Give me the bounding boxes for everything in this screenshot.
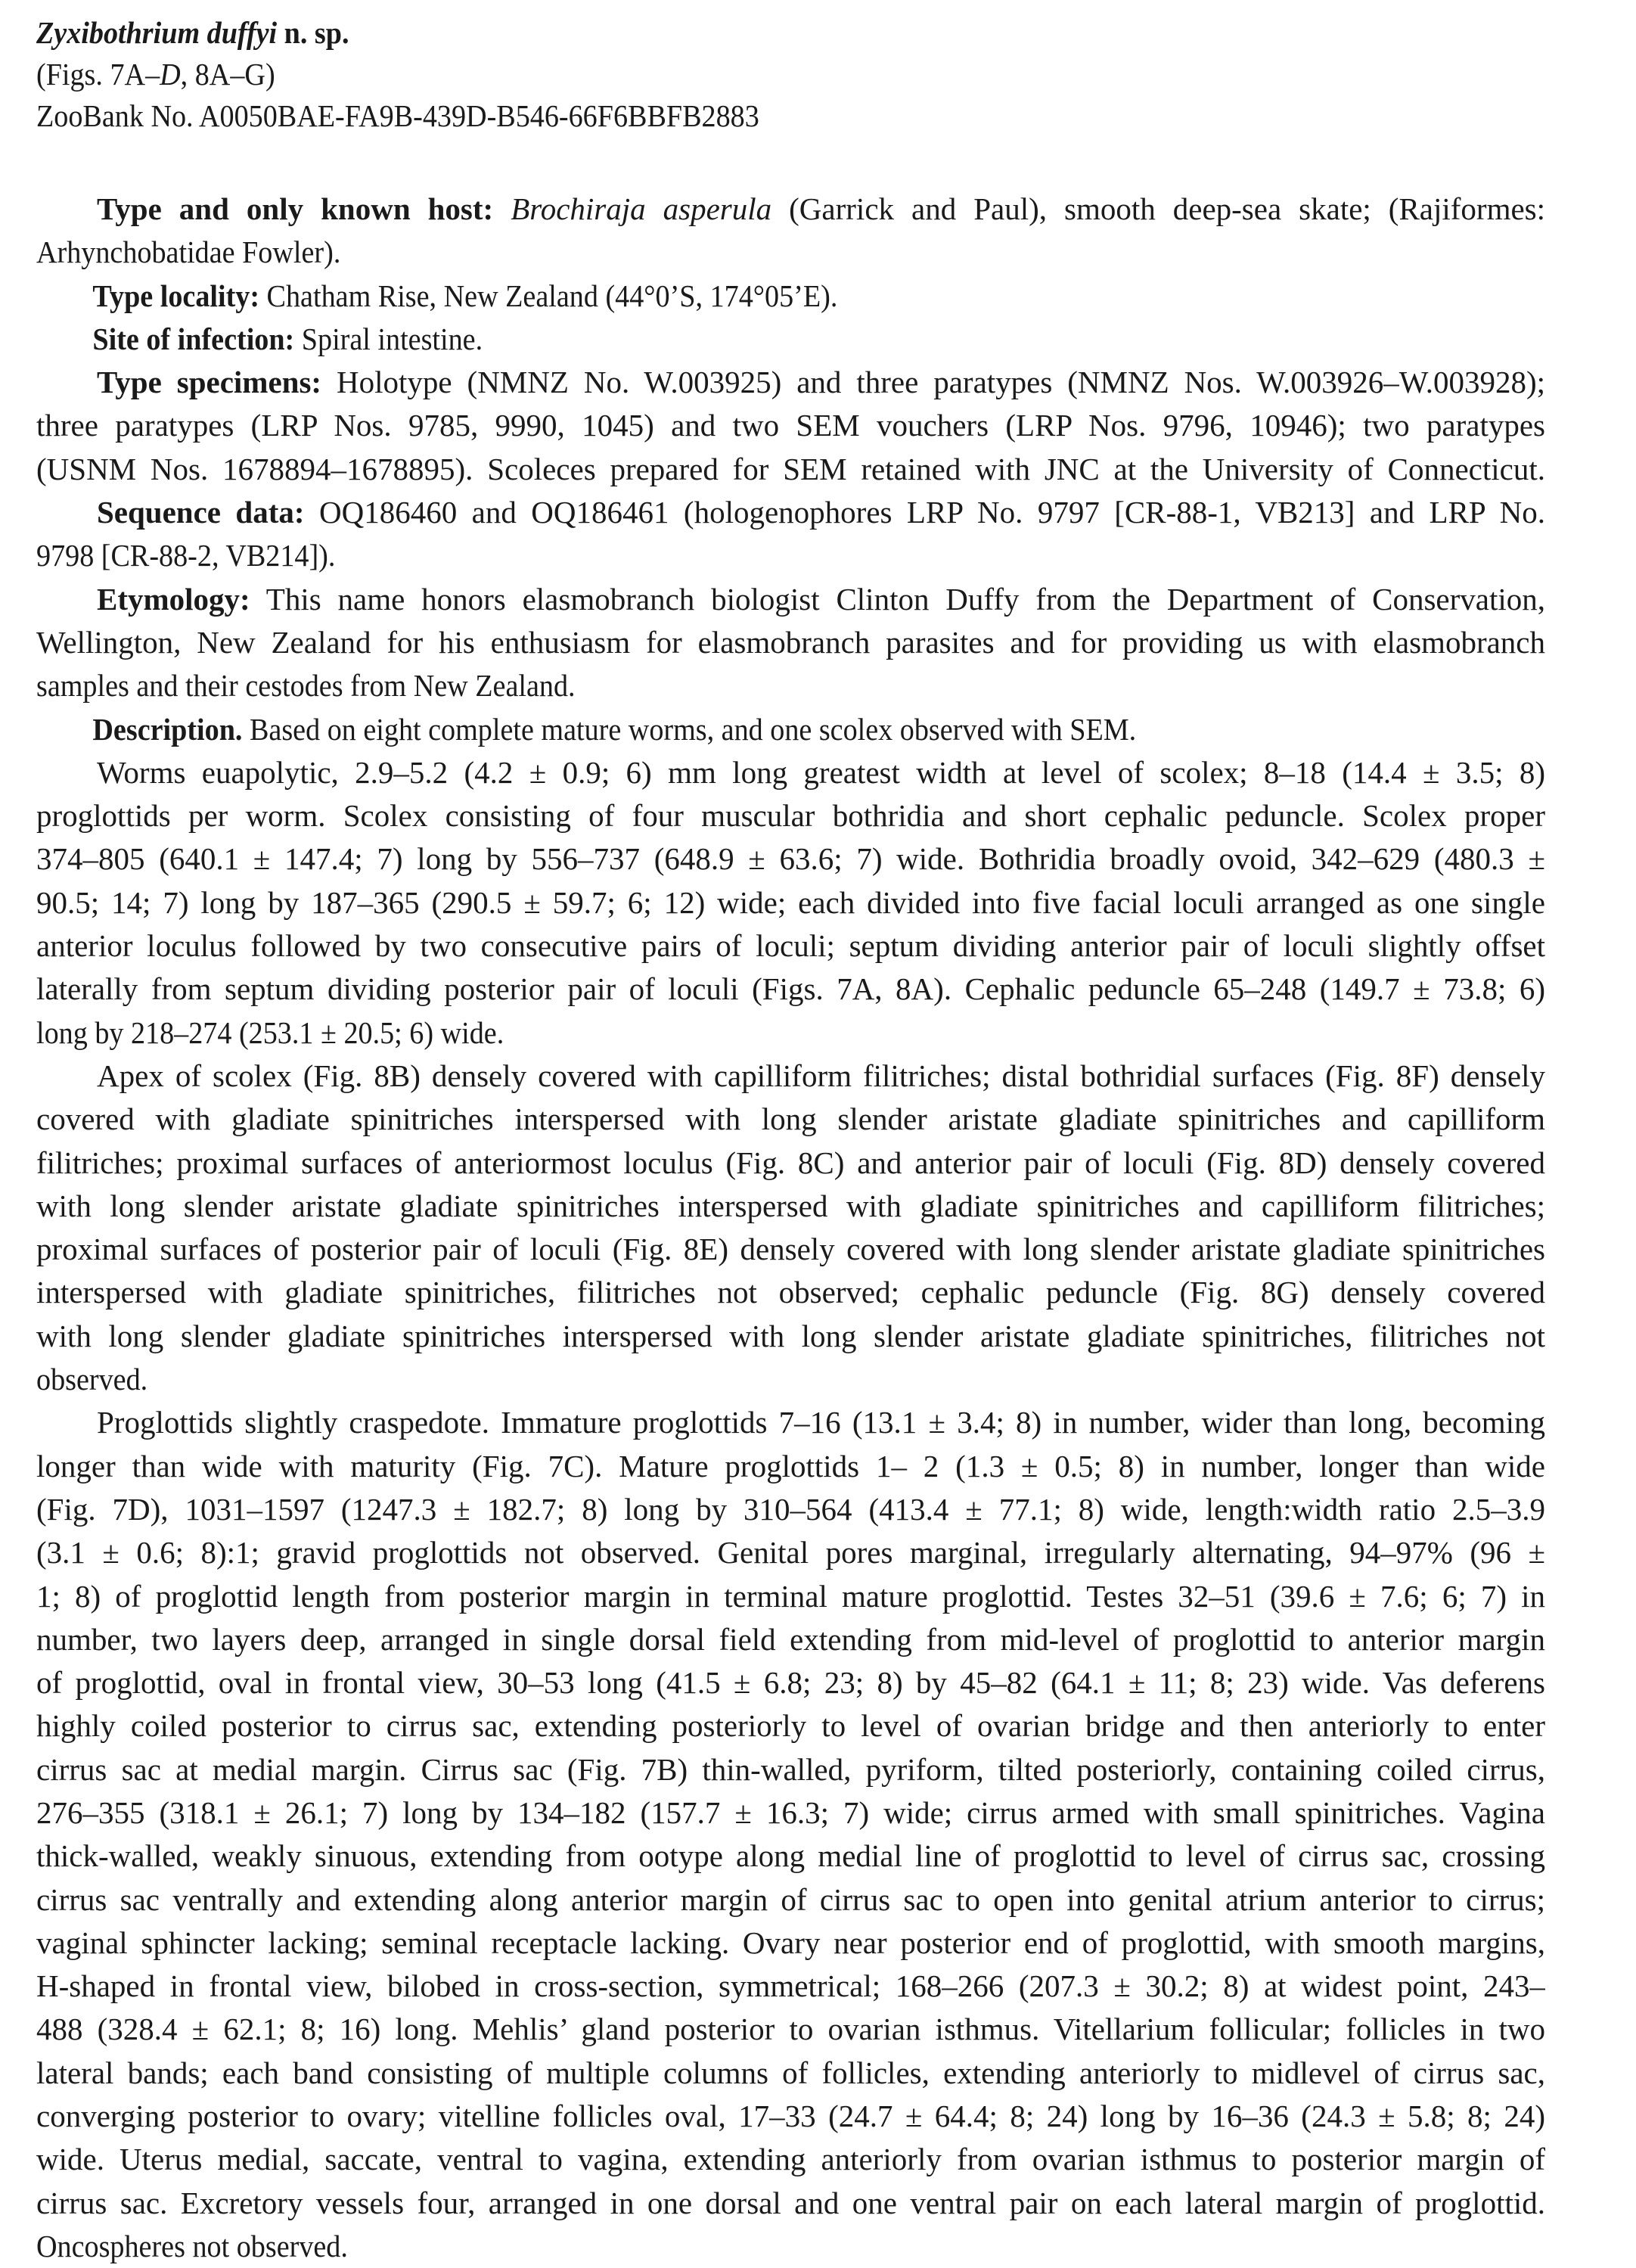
figs-prefix: (Figs. 7A– <box>36 57 160 92</box>
sequence-text: OQ186460 and OQ186461 (hologenophores LRP No. 9797 [CR-88-1, VB213] and LRP No. <box>318 495 1545 530</box>
paragraph-line: 276–355 (318.1 ± 26.1; 7) long by 134–182 (157.7 ± 16.3; 7) wide; cirrus armed with small spinitriches. Vagina <box>36 1794 1545 1830</box>
paragraph-line: laterally from septum dividing posterior pair of loculi (Figs. 7A, 8A). Cephalic peduncle 65–248 (149.7 ± 73.8; 6) <box>36 971 1545 1007</box>
figs-suffix: , 8A–G) <box>180 57 275 92</box>
etymology-text: This name honors elasmobranch biologist Clinton Duffy from the Department of Conservation, <box>265 581 1545 617</box>
specimens-label: Type specimens: <box>97 365 322 400</box>
etymology-line-1 <box>36 578 1545 621</box>
paragraph-line: Worms euapolytic, 2.9–5.2 (4.2 ± 0.9; 6) mm long greatest width at level of scolex; 8–18 (14.4 ± 3.5; 8) <box>97 754 1545 790</box>
sequence-line-2: 9798 [CR-88-2, VB214]). <box>36 538 336 573</box>
paragraph-line: 1; 8) of proglottid length from posterior margin in terminal mature proglottid. Testes 32–51 (39.6 ± 7.6; 6; 7) in <box>36 1578 1545 1614</box>
species-name: Zyxibothrium duffyi <box>36 15 278 50</box>
paragraph-scolex <box>36 751 1545 1055</box>
paragraph-line: Oncospheres not observed. <box>36 2228 348 2263</box>
zoobank-id: ZooBank No. A0050BAE-FA9B-439D-B546-66F6BBFB2883 <box>36 98 759 133</box>
paragraph-line: of proglottid, oval in frontal view, 30–53 long (41.5 ± 6.8; 23; 8) by 45–82 (64.1 ± 11; 8; 23) wide. Vas deferens <box>36 1665 1545 1701</box>
paragraph-line: highly coiled posterior to cirrus sac, extending posteriorly to level of ovarian bridge and then anteriorly to enter <box>36 1708 1545 1744</box>
paragraph-line: number, two layers deep, arranged in single dorsal field extending from mid-level of proglottid to anterior margin <box>36 1621 1545 1657</box>
paragraph-line: observed. <box>36 1362 148 1397</box>
specimens-line-3: (USNM Nos. 1678894–1678895). Scoleces prepared for SEM retained with JNC at the University of Connecticut. <box>36 451 1545 486</box>
description-line <box>36 708 1439 751</box>
paragraph-line: proglottids per worm. Scolex consisting of four muscular bothridia and short cephalic peduncle. Scolex proper <box>36 798 1545 834</box>
paragraph-line: long by 218–274 (253.1 ± 20.5; 6) wide. <box>36 1014 504 1050</box>
etymology-label: Etymology: <box>97 581 250 617</box>
body-text <box>36 188 1545 2268</box>
sequence-line-1 <box>36 491 1545 534</box>
paragraph-line: lateral bands; each band consisting of multiple columns of follicles, extending anteriorly to midlevel of cirrus sac, <box>36 2055 1545 2090</box>
figs-italic: D <box>160 57 181 92</box>
paragraph-line: interspersed with gladiate spinitriches, filitriches not observed; cephalic peduncle (Fig. 8G) densely covered <box>36 1275 1545 1310</box>
host-line-rest: (Garrick and Paul), smooth deep-sea skate; (Rajiformes: <box>789 191 1545 226</box>
paragraph-line: vaginal sphincter lacking; seminal receptacle lacking. Ovary near posterior end of proglottid, with smooth margins, <box>36 1925 1545 1960</box>
specimens-text: Holotype (NMNZ No. W.003925) and three paratypes (NMNZ Nos. W.003926–W.003928); <box>337 365 1545 400</box>
species-title <box>36 12 349 54</box>
locality-text: Chatham Rise, New Zealand (44°0’S, 174°05’E). <box>266 278 838 313</box>
paragraph-line: Apex of scolex (Fig. 8B) densely covered with capilliform filitriches; distal bothridial surfaces (Fig. 8F) densely <box>97 1058 1545 1093</box>
paragraph-line: converging posterior to ovary; vitelline follicles oval, 17–33 (24.7 ± 64.4; 8; 24) long by 16–36 (24.3 ± 5.8; 8; 24) <box>36 2099 1545 2134</box>
paragraph-line: with long slender aristate gladiate spinitriches interspersed with gladiate spinitriches and capilliform filitriches; <box>36 1188 1545 1223</box>
paragraph-proglottids <box>36 1401 1545 2268</box>
paragraph-line: covered with gladiate spinitriches interspersed with long slender aristate gladiate spinitriches and capilliform <box>36 1101 1545 1137</box>
paragraph-line: Proglottids slightly craspedote. Immature proglottids 7–16 (13.1 ± 3.4; 8) in number, wider than long, becoming <box>97 1405 1545 1440</box>
paragraph-line: wide. Uterus medial, saccate, ventral to vagina, extending anteriorly from ovarian isthmus to posterior margin of <box>36 2142 1545 2177</box>
site-text: Spiral intestine. <box>301 321 483 356</box>
paragraph-line: 488 (328.4 ± 62.1; 8; 16) long. Mehlis’ gland posterior to ovarian isthmus. Vitellarium follicular; follicles in two <box>36 2012 1545 2047</box>
specimens-line-1 <box>36 361 1545 404</box>
paragraph-line: filitriches; proximal surfaces of anteriormost loculus (Fig. 8C) and anterior pair of loculi (Fig. 8D) densely covered <box>36 1145 1545 1180</box>
paragraph-line: (Fig. 7D), 1031–1597 (1247.3 ± 182.7; 8) long by 310–564 (413.4 ± 77.1; 8) wide, length:width ratio 2.5–3.9 <box>36 1491 1545 1527</box>
etymology-line-3: samples and their cestodes from New Zealand. <box>36 668 576 704</box>
paragraph-line: cirrus sac at medial margin. Cirrus sac (Fig. 7B) thin-walled, pyriform, tilted posteriorly, containing coiled cirrus, <box>36 1751 1545 1787</box>
description-text: Based on eight complete mature worms, and one scolex observed with SEM. <box>249 711 1137 747</box>
new-species-marker: n. sp. <box>277 15 349 50</box>
host-label: Type and only known host: <box>97 191 494 226</box>
figure-reference <box>36 54 275 95</box>
host-species: Brochiraja asperula <box>511 191 772 226</box>
host-line-2: Arhynchobatidae Fowler). <box>36 235 341 270</box>
paragraph-line: 90.5; 14; 7) long by 187–365 (290.5 ± 59.7; 6; 12) wide; each divided into five facial loculi arranged as one single <box>36 884 1545 920</box>
paragraph-line: H-shaped in frontal view, bilobed in cross-section, symmetrical; 168–266 (207.3 ± 30.2; 8) at widest point, 243– <box>36 1968 1545 2004</box>
paragraph-line: with long slender gladiate spinitriches interspersed with long slender aristate gladiate spinitriches, filitriches not <box>36 1318 1545 1353</box>
site-label: Site of infection: <box>92 321 295 356</box>
host-line-1 <box>36 188 1545 231</box>
specimens-line-2: three paratypes (LRP Nos. 9785, 9990, 1045) and two SEM vouchers (LRP Nos. 9796, 10946); two paratypes <box>36 408 1545 443</box>
paragraph-line: proximal surfaces of posterior pair of loculi (Fig. 8E) densely covered with long slender aristate gladiate spinitriches <box>36 1232 1545 1267</box>
locality-line <box>36 275 1439 318</box>
site-line <box>36 318 1439 361</box>
paragraph-microtriches <box>36 1055 1545 1401</box>
etymology-line-2: Wellington, New Zealand for his enthusiasm for elasmobranch parasites and for providing us with elasmobranch <box>36 624 1545 660</box>
paragraph-line: (3.1 ± 0.6; 8):1; gravid proglottids not observed. Genital pores marginal, irregularly alternating, 94–97% (96 ± <box>36 1535 1545 1571</box>
paragraph-line: anterior loculus followed by two consecutive pairs of loculi; septum dividing anterior pair of loculi slightly offset <box>36 928 1545 964</box>
description-label: Description. <box>92 711 243 747</box>
paragraph-line: longer than wide with maturity (Fig. 7C). Mature proglottids 1– 2 (1.3 ± 0.5; 8) in number, longer than wide <box>36 1448 1545 1484</box>
sequence-label: Sequence data: <box>97 495 305 530</box>
paragraph-line: thick-walled, weakly sinuous, extending from ootype along medial line of proglottid to level of cirrus sac, crossing <box>36 1838 1545 1874</box>
paragraph-line: cirrus sac. Excretory vessels four, arranged in one dorsal and one ventral pair on each lateral margin of proglottid. <box>36 2185 1545 2220</box>
paragraph-line: cirrus sac ventrally and extending along anterior margin of cirrus sac to open into genital atrium anterior to cirrus; <box>36 1881 1545 1917</box>
locality-label: Type locality: <box>92 278 260 313</box>
paragraph-line: 374–805 (640.1 ± 147.4; 7) long by 556–737 (648.9 ± 63.6; 7) wide. Bothridia broadly ovoid, 342–629 (480.3 ± <box>36 841 1545 877</box>
